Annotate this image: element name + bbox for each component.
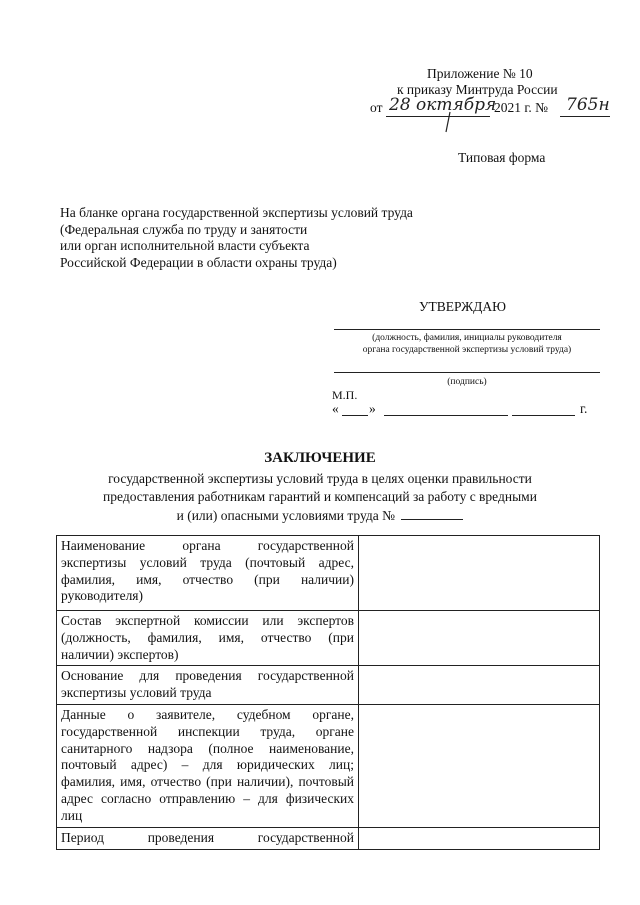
- stamp-place: М.П.: [332, 388, 358, 402]
- subtitle-line: предоставления работникам гарантий и компенсаций за работу с вредными: [103, 489, 537, 504]
- number-underline: [560, 116, 610, 117]
- handwritten-date: 28 октября: [389, 95, 497, 115]
- document-title: ЗАКЛЮЧЕНИЕ: [264, 450, 376, 466]
- appendix-number: Приложение № 10: [427, 66, 533, 81]
- row-label: Наименование органа государственной экспертизы условий труда (почтовый адрес, фамилия, имя, отчество (при наличии) руководителя): [57, 536, 359, 611]
- blank-note: [60, 205, 413, 271]
- table-row: [57, 704, 600, 827]
- subtitle-text: и (или) опасными условиями труда №: [176, 508, 395, 523]
- handwritten-number: 765н: [566, 95, 610, 115]
- form-type: Типовая форма: [458, 150, 546, 165]
- row-value-cell: [359, 611, 600, 666]
- approve-title: УТВЕРЖДАЮ: [419, 299, 507, 314]
- row-label: Состав экспертной комиссии или экспертов (должность, фамилия, имя, отчество (при наличии) экспертов): [57, 611, 359, 666]
- table-row: [57, 536, 600, 611]
- position-caption-line: (должность, фамилия, инициалы руководителя: [372, 333, 562, 343]
- row-value-cell: [359, 827, 600, 849]
- date-year: 2021 г. №: [494, 100, 549, 115]
- conclusion-number-blank: [401, 506, 463, 520]
- table-row: [57, 611, 600, 666]
- position-caption: [334, 332, 600, 356]
- row-value-cell: [359, 704, 600, 827]
- day-blank-line: [342, 415, 368, 416]
- date-close-quote: »: [369, 401, 376, 416]
- month-blank-line: [384, 415, 508, 416]
- subtitle-line: [0, 506, 640, 525]
- pen-stroke-mark: [440, 110, 460, 134]
- row-value-cell: [359, 666, 600, 705]
- row-label: Данные о заявителе, судебном органе, государственной инспекции труда, органе санитарного надзора (полное наименование, почтовый адрес) – для юридических лиц; фамилия, имя, отчество (при наличии), почтовый адрес согласно отправлению – для физических лиц: [57, 704, 359, 827]
- date-underline: [386, 116, 490, 117]
- row-value-cell: [359, 536, 600, 611]
- row-label: Основание для проведения государственной экспертизы условий труда: [57, 666, 359, 705]
- row-label: Период проведения государственной: [57, 827, 359, 849]
- subtitle-line: государственной экспертизы условий труда в целях оценки правильности: [108, 471, 532, 486]
- date-prefix: от: [370, 100, 383, 115]
- blank-note-line: Российской Федерации в области охраны труда): [60, 254, 337, 270]
- document-subtitle: [0, 470, 640, 525]
- signature-caption: (подпись): [447, 377, 487, 387]
- signature-line: [334, 372, 600, 373]
- position-caption-line: органа государственной экспертизы условий труда): [362, 345, 572, 355]
- position-line: [334, 329, 600, 330]
- date-open-quote: «: [332, 401, 339, 416]
- order-reference: к приказу Минтруда России: [397, 82, 558, 97]
- blank-note-line: (Федеральная служба по труду и занятости: [60, 221, 308, 237]
- table-row: [57, 666, 600, 705]
- year-blank-line: [512, 415, 575, 416]
- blank-note-line: или орган исполнительной власти субъекта: [60, 238, 310, 253]
- year-suffix: г.: [580, 401, 588, 416]
- blank-note-line: На бланке органа государственной экспертизы условий труда: [60, 205, 413, 220]
- table-row: [57, 827, 600, 849]
- conclusion-table: [56, 535, 600, 850]
